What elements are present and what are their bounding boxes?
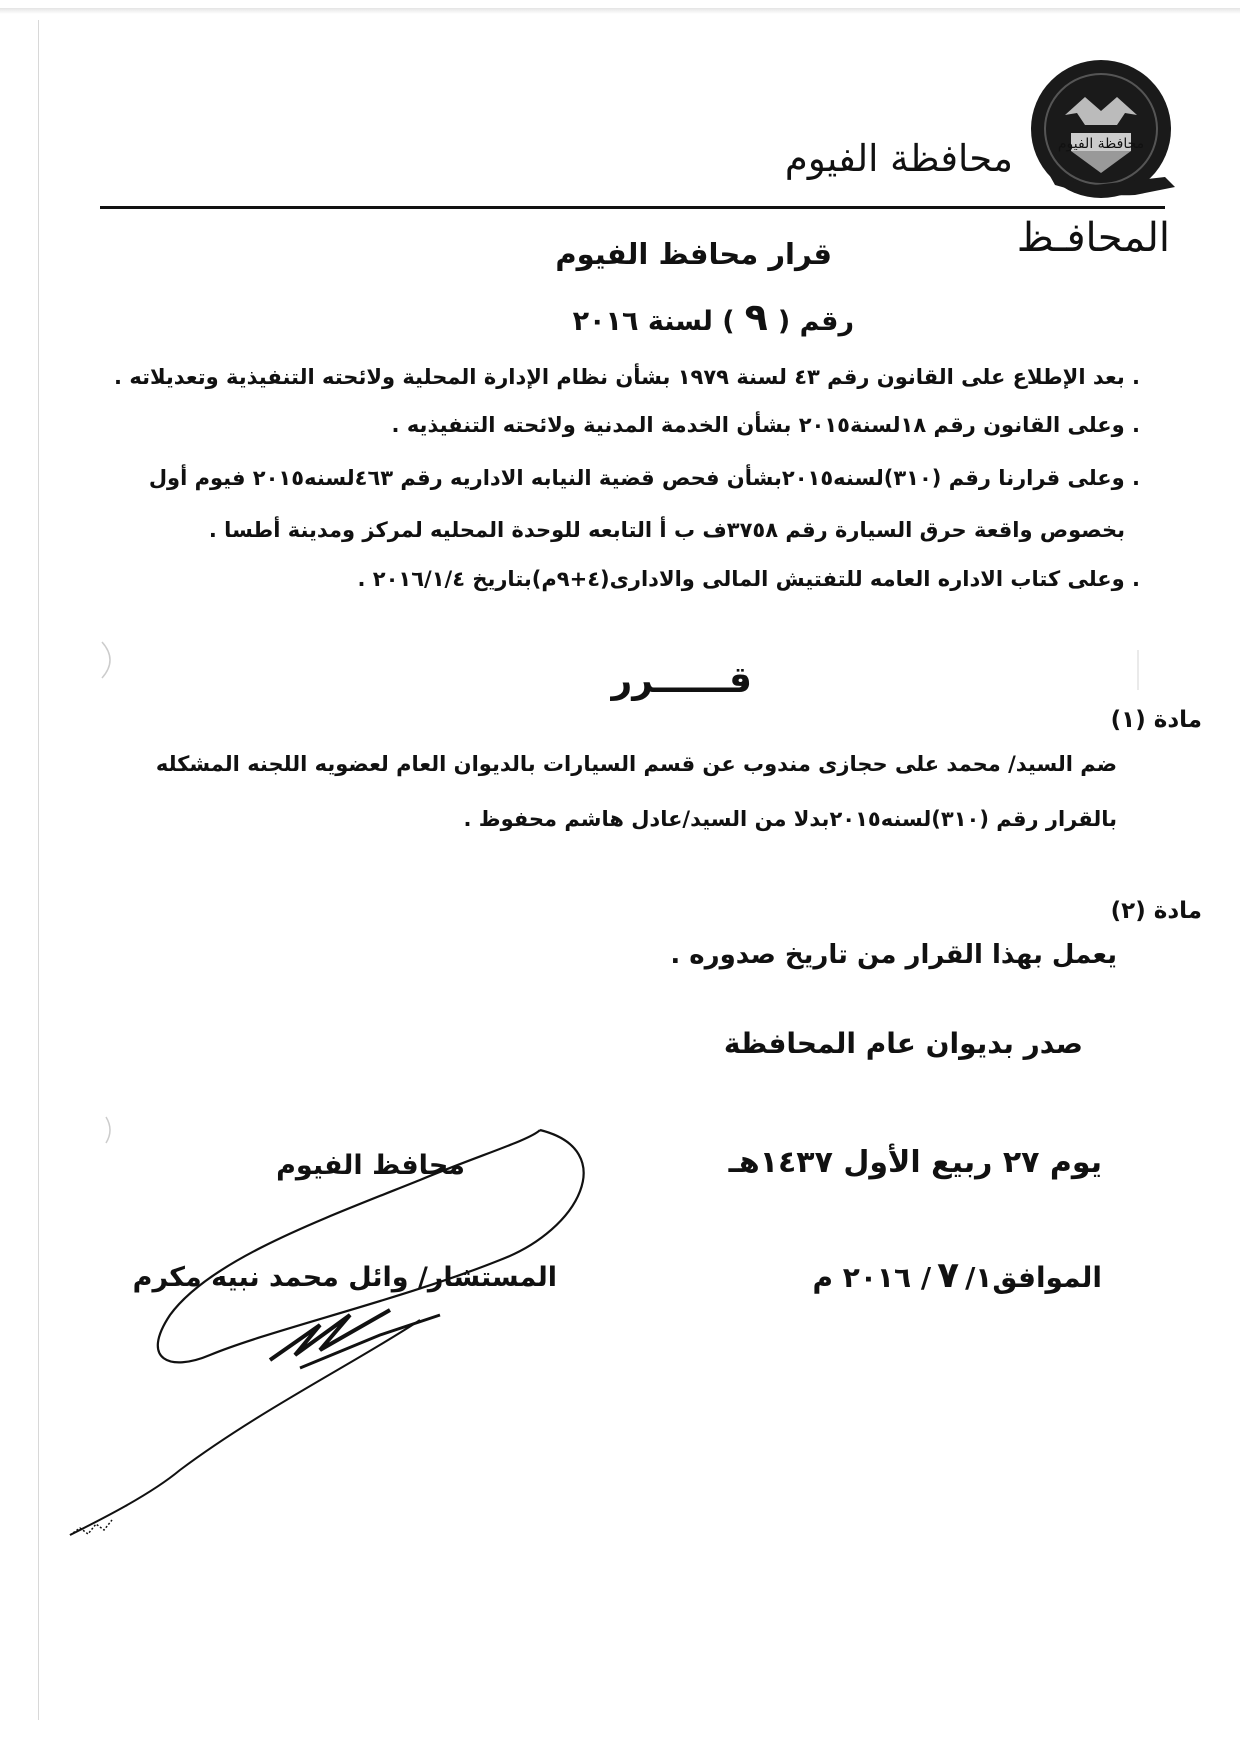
gregorian-date: [812, 1255, 1102, 1296]
article-1-text: ضم السيد/ محمد على حجازى مندوب عن قسم السيارات بالديوان العام لعضويه اللجنه المشكله: [155, 752, 1117, 776]
decision-number: ٩: [744, 295, 768, 339]
article-2-text: يعمل بهذا القرار من تاريخ صدوره .: [670, 940, 1117, 970]
article-2-label: مادة (٢): [1110, 898, 1202, 924]
governor-label: المحافـظ: [1016, 215, 1170, 261]
signatory-name: المستشار/ وائل محمد نبيه مكرم: [132, 1262, 557, 1293]
handwritten-signature: [60, 1110, 620, 1550]
seal-text: محافظة الفيوم: [1057, 136, 1145, 152]
number-suffix: ) لسنة ٢٠١٦: [572, 306, 735, 337]
scan-mark: [104, 1115, 116, 1145]
preamble-clause: . وعلى كتاب الاداره العامه للتفتيش المالى والادارى(٤+٩م)بتاريخ ٢٠١٦/١/٤ .: [357, 567, 1140, 591]
decision-number-line: [573, 295, 854, 339]
preamble-clause: . بعد الإطلاع على القانون رقم ٤٣ لسنة ١٩٧٩ بشأن نظام الإدارة المحلية ولائحته التنفيذية وتعديلاته .: [114, 365, 1140, 389]
scan-left-edge: [38, 20, 39, 1720]
article-1-label: مادة (١): [1110, 707, 1202, 733]
preamble-clause: . وعلى القانون رقم ١٨لسنة٢٠١٥ بشأن الخدمة المدنية ولائحته التنفيذيه .: [391, 413, 1140, 437]
scan-mark: [100, 640, 120, 680]
hijri-date: يوم ٢٧ ربيع الأول ١٤٣٧هـ: [728, 1145, 1102, 1180]
scan-top-edge: [0, 8, 1240, 14]
issued-place: صدر بديوان عام المحافظة: [723, 1027, 1083, 1060]
article-1-text: بالقرار رقم (٣١٠)لسنه٢٠١٥بدلا من السيد/عادل هاشم محفوظ .: [463, 807, 1117, 831]
governorate-seal-icon: [1025, 55, 1177, 205]
gregorian-prefix: الموافق: [992, 1261, 1102, 1294]
decided-heading: قــــــرر: [611, 660, 752, 701]
signatory-title: محافظ الفيوم: [276, 1150, 465, 1181]
gregorian-day: ٧: [937, 1255, 960, 1296]
governorate-name: محافظة الفيوم: [784, 137, 1013, 180]
gregorian-rest: /١/ ٢٠١٦ م: [812, 1261, 993, 1294]
preamble-clause-continuation: بخصوص واقعة حرق السيارة رقم ٣٧٥٨ف ب أ التابعه للوحدة المحليه لمركز ومدينة أطسا .: [208, 518, 1125, 542]
scan-mark: [1135, 650, 1141, 690]
decision-title: قرار محافظ الفيوم: [555, 237, 832, 271]
header-divider: [100, 206, 1165, 209]
number-prefix: رقم (: [777, 306, 854, 337]
preamble-clause: . وعلى قرارنا رقم (٣١٠)لسنه٢٠١٥بشأن فحص قضية النيابه الاداريه رقم ٤٦٣لسنه٢٠١٥ فيوم أول: [148, 466, 1140, 490]
